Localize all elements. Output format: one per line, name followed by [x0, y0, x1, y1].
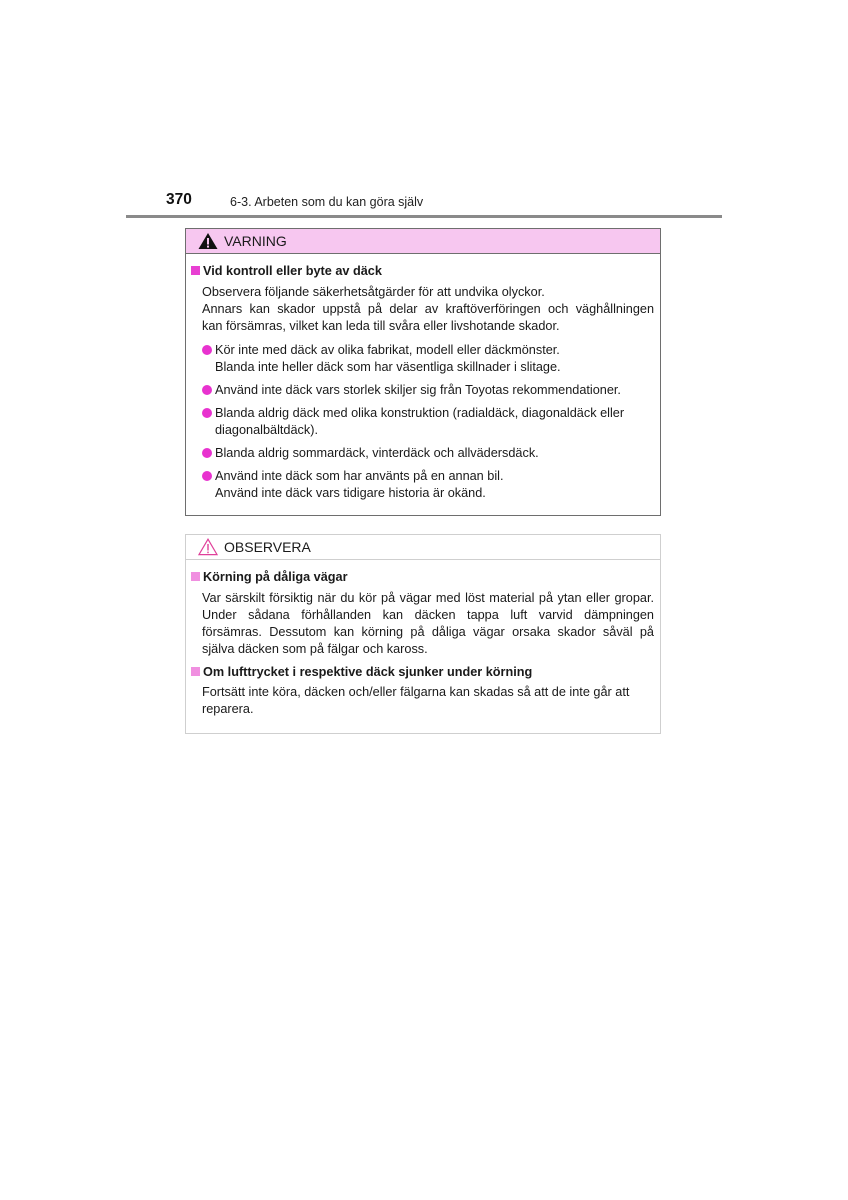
bullet-line: Blanda inte heller däck som har väsentliga skillnader i slitage. [215, 360, 561, 374]
bullet-line: Använd inte däck vars tidigare historia är okänd. [215, 486, 486, 500]
bullet-dot-icon [202, 471, 212, 481]
bullet-dot-icon [202, 408, 212, 418]
warning-intro-line: Observera följande säkerhetsåtgärder för att undvika olyckor. [202, 285, 545, 299]
bullet-line: Använd inte däck som har använts på en annan bil. [215, 469, 504, 483]
notice-section-heading [191, 569, 348, 586]
chapter-title: 6-3. Arbeten som du kan göra själv [230, 195, 424, 209]
notice-title-bar [186, 535, 660, 560]
notice-box [185, 534, 661, 734]
bullet-dot-icon [202, 448, 212, 458]
notice-line: själva däcken som på fälgar och kaross. [202, 642, 428, 656]
warning-section-title: Vid kontroll eller byte av däck [203, 264, 382, 278]
notice-line: försämras. Dessutom kan körning på dåliga vägar orsaka skador såväl på [202, 625, 654, 639]
warning-body [186, 254, 660, 515]
notice-line: Var särskilt försiktig när du kör på vägar med löst material på ytan eller gropar. [202, 591, 654, 605]
notice-line: Under sådana förhållanden kan däcken tappa luft varvid dämpningen [202, 608, 654, 622]
notice-paragraph [202, 590, 654, 658]
page-header [126, 190, 722, 218]
notice-line: Fortsätt inte köra, däcken och/eller fälgarna kan skadas så att de inte går att [202, 685, 630, 699]
warning-intro-line: Annars kan skador uppstå på delar av kraftöverföringen och väghållningen [202, 302, 654, 316]
square-bullet-icon [191, 266, 200, 275]
warning-triangle-icon [198, 232, 218, 250]
bullet-line: diagonalbältdäck). [215, 423, 318, 437]
header-rule [126, 215, 722, 218]
warning-title: VARNING [224, 233, 287, 249]
warning-section-heading [191, 263, 382, 280]
bullet-dot-icon [202, 385, 212, 395]
square-bullet-icon [191, 667, 200, 676]
notice-section-title: Körning på dåliga vägar [203, 570, 348, 584]
warning-box [185, 228, 661, 516]
warning-title-bar [186, 229, 660, 254]
page-number: 370 [166, 191, 192, 208]
notice-paragraph [202, 684, 654, 718]
bullet-line: Blanda aldrig däck med olika konstruktion (radialdäck, diagonaldäck eller [215, 406, 625, 420]
warning-intro [202, 284, 654, 335]
caution-triangle-outline-icon [198, 538, 218, 556]
bullet-line: Blanda aldrig sommardäck, vinterdäck och allvädersdäck. [215, 446, 539, 460]
notice-section-heading [191, 664, 532, 681]
bullet-line: Använd inte däck vars storlek skiljer sig från Toyotas rekommendationer. [215, 383, 621, 397]
bullet-line: Kör inte med däck av olika fabrikat, modell eller däckmönster. [215, 343, 560, 357]
warning-intro-line: kan försämras, vilket kan leda till svåra eller livshotande skador. [202, 319, 560, 333]
notice-body [186, 560, 660, 733]
notice-title: OBSERVERA [224, 539, 311, 555]
square-bullet-icon [191, 572, 200, 581]
notice-section-title: Om lufttrycket i respektive däck sjunker under körning [203, 665, 533, 679]
notice-line: reparera. [202, 702, 254, 716]
bullet-dot-icon [202, 345, 212, 355]
